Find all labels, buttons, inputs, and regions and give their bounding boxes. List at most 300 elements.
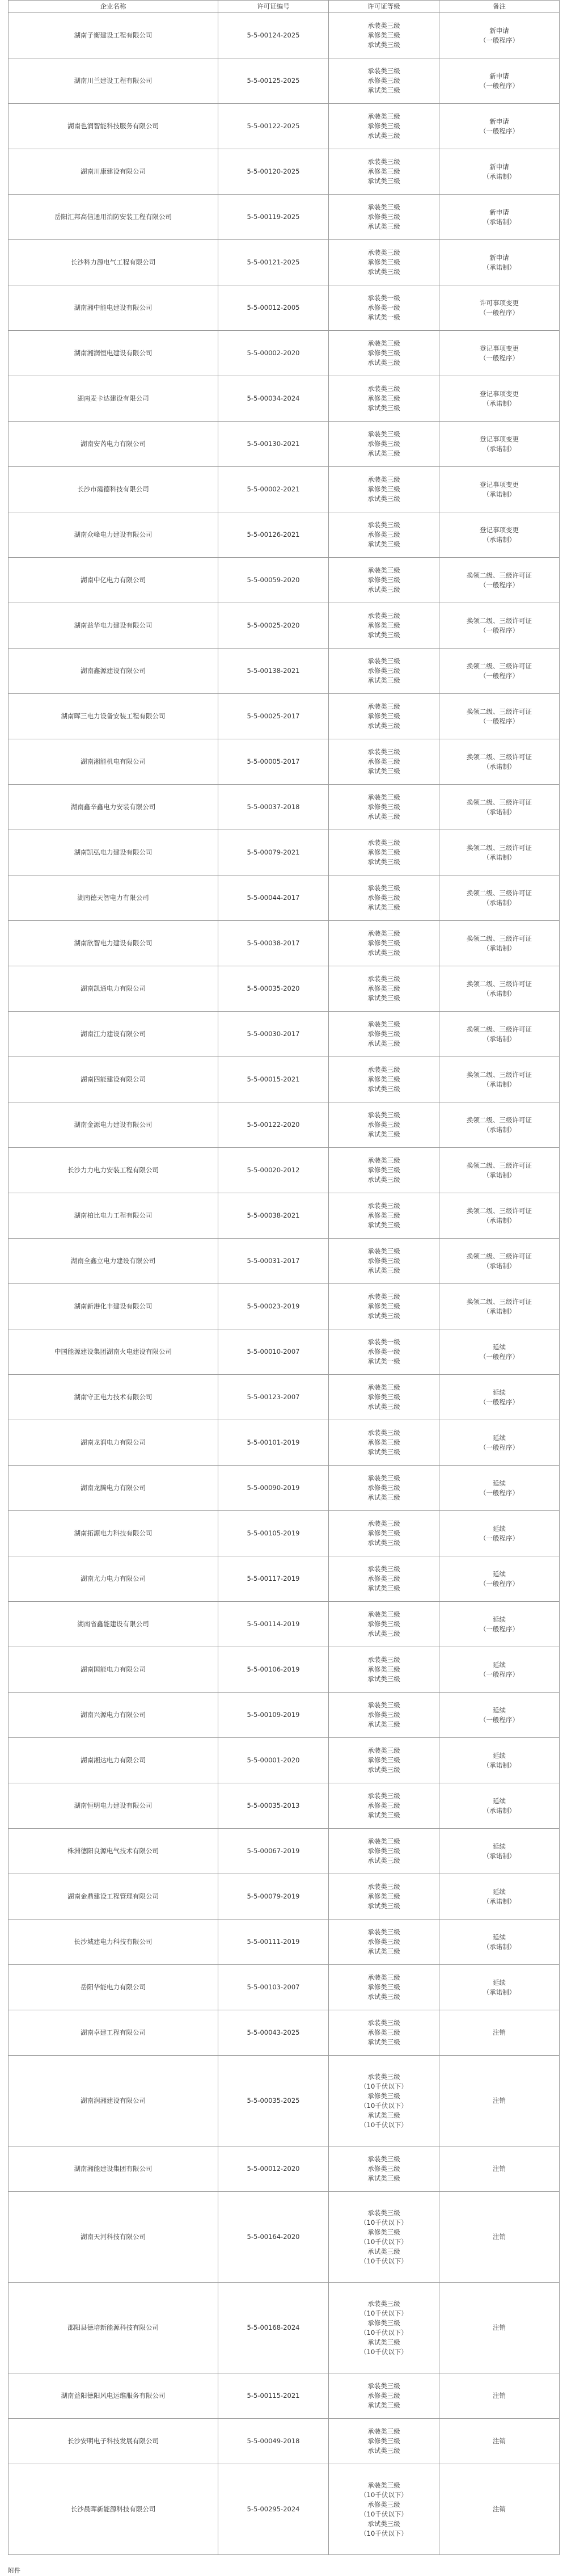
remark-cell-line: （一般程序）	[480, 1398, 519, 1406]
company-name-cell: 湖南柏比电力工程有限公司	[9, 1193, 218, 1239]
table-row	[9, 921, 560, 966]
license-level-cell-line: 承试类三级	[367, 1630, 400, 1638]
remark-cell	[439, 1783, 560, 1829]
license-level-cell-line: 承装类三级	[367, 612, 400, 620]
license-level-cell-line: 承装类三级	[367, 1429, 400, 1437]
table-row	[9, 558, 560, 603]
remark-cell	[439, 2056, 560, 2146]
license-level-cell	[329, 1375, 439, 1420]
remark-cell-line: （一般程序）	[480, 353, 519, 362]
remark-cell	[439, 1738, 560, 1783]
license-level-cell-line: 承试类三级	[367, 540, 400, 548]
license-number-cell: 5-5-00067-2019	[218, 1829, 329, 1874]
license-level-cell	[329, 2146, 439, 2192]
license-level-cell-line: 承试类三级	[367, 2111, 400, 2119]
license-level-cell-line: 承修类三级	[367, 31, 400, 39]
remark-cell	[439, 1874, 560, 1920]
license-level-cell-line: 承试类三级	[367, 1902, 400, 1910]
license-level-cell-line: 承修类一级	[367, 304, 400, 312]
license-level-cell-line: 承修类三级	[367, 2500, 400, 2508]
license-level-cell-line: 承装类三级	[367, 1202, 400, 1210]
company-name-cell: 长沙安明电子科技发展有限公司	[9, 2419, 218, 2464]
license-level-cell-line: （10千伏以下）	[360, 2120, 408, 2129]
license-level-cell	[329, 467, 439, 512]
license-level-cell-line: 承试类三级	[367, 132, 400, 140]
header-license-number: 许可证编号	[218, 1, 329, 13]
license-number-cell: 5-5-00126-2021	[218, 512, 329, 558]
license-number-cell: 5-5-00043-2025	[218, 2010, 329, 2056]
license-number-cell: 5-5-00117-2019	[218, 1556, 329, 1602]
license-level-cell-line: 承修类三级	[367, 1847, 400, 1855]
company-name-cell: 岳阳华能电力有限公司	[9, 1965, 218, 2010]
license-number-cell: 5-5-00001-2020	[218, 1738, 329, 1783]
license-level-cell	[329, 1693, 439, 1738]
remark-cell	[439, 285, 560, 331]
remark-cell	[439, 649, 560, 694]
remark-cell-line: 延续	[493, 1388, 506, 1396]
company-name-cell: 湖南中亿电力有限公司	[9, 558, 218, 603]
license-level-cell-line: 承装类三级	[367, 1111, 400, 1119]
table-row	[9, 649, 560, 694]
license-number-cell: 5-5-00164-2020	[218, 2192, 329, 2283]
header-company-name: 企业名称	[9, 1, 218, 13]
license-level-cell-line: 承装类三级	[367, 1066, 400, 1074]
license-level-cell-line: 承装类三级	[367, 1701, 400, 1709]
license-level-cell-line: 承装类三级	[367, 657, 400, 665]
license-level-cell	[329, 285, 439, 331]
remark-cell-line: （承诺制）	[483, 1080, 516, 1088]
license-number-cell: 5-5-00005-2017	[218, 739, 329, 785]
remark-cell-line: 换领二级、三级许可证	[467, 752, 532, 761]
remark-cell-line: 新申请	[489, 117, 509, 125]
remark-cell-line: 延续	[493, 1660, 506, 1669]
table-row	[9, 694, 560, 739]
license-number-cell: 5-5-00010-2007	[218, 1329, 329, 1375]
remark-cell-line: （承诺制）	[483, 853, 516, 861]
remark-cell	[439, 1012, 560, 1057]
remark-cell	[439, 467, 560, 512]
table-row	[9, 1329, 560, 1375]
remark-cell-line: 新申请	[489, 26, 509, 35]
license-level-cell-line: 承试类三级	[367, 1993, 400, 2001]
license-level-cell-line: 承试类三级	[367, 1947, 400, 1955]
table-row	[9, 1375, 560, 1420]
license-level-cell-line: 承装类三级	[367, 1247, 400, 1255]
license-level-cell-line: 承修类三级	[367, 1529, 400, 1537]
license-level-cell	[329, 1556, 439, 1602]
table-row	[9, 195, 560, 240]
remark-cell	[439, 558, 560, 603]
remark-cell	[439, 1556, 560, 1602]
license-number-cell: 5-5-00122-2025	[218, 104, 329, 149]
license-level-cell	[329, 1738, 439, 1783]
license-level-cell-line: 承试类三级	[367, 86, 400, 94]
license-level-cell	[329, 1829, 439, 1874]
remark-cell-line: 换领二级、三级许可证	[467, 1161, 532, 1169]
remark-cell	[439, 240, 560, 285]
remark-cell-line: 许可事项变更	[480, 298, 519, 307]
remark-cell-line: （承诺制）	[483, 263, 516, 271]
company-name-cell: 长沙市霞德科技有限公司	[9, 467, 218, 512]
license-level-cell-line: 承修类三级	[367, 167, 400, 175]
license-level-cell	[329, 830, 439, 875]
remark-cell-line: （承诺制）	[483, 1806, 516, 1815]
table-row	[9, 240, 560, 285]
license-level-cell-line: 承修类三级	[367, 2165, 400, 2173]
license-level-cell	[329, 2464, 439, 2555]
license-level-cell-line: 承试类三级	[367, 903, 400, 911]
company-name-cell: 湖南江力建设有限公司	[9, 1012, 218, 1057]
remark-cell-line: 延续	[493, 1842, 506, 1850]
license-level-cell-line: 承修类三级	[367, 531, 400, 538]
license-level-cell-line: 承修类三级	[367, 984, 400, 992]
remark-cell	[439, 1375, 560, 1420]
table-row	[9, 1693, 560, 1738]
license-level-cell-line: 承装类三级	[367, 1156, 400, 1164]
license-level-cell-line: 承试类三级	[367, 586, 400, 594]
license-level-cell-line: 承装类三级	[367, 1837, 400, 1845]
license-level-cell-line: 承装类三级	[367, 521, 400, 529]
license-level-cell-line: 承试类三级	[367, 1221, 400, 1229]
company-name-cell: 湖南湘润恒电建设有限公司	[9, 331, 218, 376]
license-number-cell: 5-5-00030-2017	[218, 1012, 329, 1057]
remark-cell	[439, 1965, 560, 2010]
remark-cell-line: （承诺制）	[483, 898, 516, 907]
license-level-cell-line: 承修类三级	[367, 258, 400, 266]
remark-cell-line: 注销	[493, 2324, 506, 2331]
remark-cell-line: 换领二级、三级许可证	[467, 571, 532, 579]
remark-cell-line: （承诺制）	[483, 1851, 516, 1860]
remark-cell-line: 注销	[493, 2505, 506, 2513]
company-name-cell: 湖南国能电力有限公司	[9, 1647, 218, 1693]
license-level-cell-line: 承装类一级	[367, 294, 400, 302]
company-name-cell: 湖南湘达电力有限公司	[9, 1738, 218, 1783]
company-name-cell: 湖南德天智电力有限公司	[9, 875, 218, 921]
license-level-cell-line: 承修类三级	[367, 1484, 400, 1492]
company-name-cell: 湖南欣智电力建设有限公司	[9, 921, 218, 966]
license-level-cell-line: 承试类三级	[367, 1403, 400, 1411]
license-level-cell-line: 承试类三级	[367, 2519, 400, 2528]
table-row	[9, 1239, 560, 1284]
license-level-cell-line: 承试类三级	[367, 949, 400, 957]
company-name-cell: 湖南鑫源建设有限公司	[9, 649, 218, 694]
company-name-cell: 湖南守正电力技术有限公司	[9, 1375, 218, 1420]
license-number-cell: 5-5-00111-2019	[218, 1920, 329, 1965]
remark-cell-line: （承诺制）	[483, 1307, 516, 1315]
license-level-cell-line: （10千伏以下）	[360, 2510, 408, 2518]
table-row	[9, 875, 560, 921]
remark-cell-line: 换领二级、三级许可证	[467, 1070, 532, 1079]
license-level-cell-line: 承装类三级	[367, 1656, 400, 1664]
license-level-cell-line: 承修类三级	[367, 394, 400, 402]
license-level-cell-line: 承修类一级	[367, 1348, 400, 1356]
license-level-cell-line: 承试类三级	[367, 449, 400, 457]
license-level-cell-line: 承修类三级	[367, 485, 400, 493]
remark-cell-line: （承诺制）	[483, 989, 516, 997]
company-name-cell: 湖南兴源电力有限公司	[9, 1693, 218, 1738]
remark-cell-line: （一般程序）	[480, 1715, 519, 1724]
license-level-cell-line: 承试类三级	[367, 676, 400, 684]
company-name-cell: 邵阳县德培新能源科技有限公司	[9, 2283, 218, 2373]
license-level-cell-line: 承装类三级	[367, 2208, 400, 2217]
license-level-cell-line: 承装类三级	[367, 2299, 400, 2308]
table-row	[9, 467, 560, 512]
license-table	[8, 0, 560, 2555]
remark-cell	[439, 512, 560, 558]
remark-cell	[439, 2283, 560, 2373]
company-name-cell: 湖南益华电力建设有限公司	[9, 603, 218, 649]
license-level-cell-line: 承试类一级	[367, 313, 400, 321]
remark-cell-line: 换领二级、三级许可证	[467, 979, 532, 988]
remark-cell-line: （一般程序）	[480, 127, 519, 135]
license-number-cell: 5-5-00035-2020	[218, 966, 329, 1012]
remark-cell	[439, 1920, 560, 1965]
table-row	[9, 2283, 560, 2373]
table-row	[9, 1965, 560, 2010]
license-level-cell	[329, 1239, 439, 1284]
company-name-cell: 湖南也润智能科技服务有限公司	[9, 104, 218, 149]
license-level-cell-line: 承修类三级	[367, 1257, 400, 1265]
remark-cell-line: （一般程序）	[480, 81, 519, 90]
license-level-cell-line: 承修类三级	[367, 77, 400, 85]
license-level-cell-line: 承修类三级	[367, 1302, 400, 1310]
table-row	[9, 1556, 560, 1602]
license-number-cell: 5-5-00123-2007	[218, 1375, 329, 1420]
remark-cell	[439, 1193, 560, 1239]
license-level-cell-line: 承装类三级	[367, 67, 400, 75]
table-row	[9, 1647, 560, 1693]
remark-cell-line: 延续	[493, 1796, 506, 1805]
license-level-cell-line: 承装类三级	[367, 2072, 400, 2081]
license-level-cell-line: 承试类三级	[367, 1266, 400, 1274]
remark-cell-line: 延续	[493, 1933, 506, 1941]
license-level-cell-line: 承装类三级	[367, 2427, 400, 2435]
company-name-cell: 长沙科力源电气工程有限公司	[9, 240, 218, 285]
company-name-cell: 湖南四能建设有限公司	[9, 1057, 218, 1102]
license-level-cell	[329, 1420, 439, 1466]
license-level-cell-line: 承试类三级	[367, 1811, 400, 1819]
table-row	[9, 1602, 560, 1647]
remark-cell-line: （一般程序）	[480, 1488, 519, 1497]
company-name-cell: 湖南润湘建设有限公司	[9, 2056, 218, 2146]
license-level-cell-line: 承修类三级	[367, 1030, 400, 1038]
license-number-cell: 5-5-00059-2020	[218, 558, 329, 603]
company-name-cell: 湖南益阳德阳风电运维服务有限公司	[9, 2373, 218, 2419]
remark-cell-line: 新申请	[489, 162, 509, 171]
license-level-cell-line: 承修类三级	[367, 2437, 400, 2445]
license-level-cell-line: 承试类三级	[367, 1675, 400, 1683]
remark-cell-line: （承诺制）	[483, 1216, 516, 1224]
company-name-cell: 长沙力力电力安装工程有限公司	[9, 1148, 218, 1193]
table-row	[9, 1783, 560, 1829]
remark-cell-line: 延续	[493, 1615, 506, 1623]
license-level-cell	[329, 966, 439, 1012]
license-level-cell-line: 承修类三级	[367, 939, 400, 947]
license-level-cell-line: 承试类三级	[367, 2338, 400, 2346]
license-level-cell-line: 承试类三级	[367, 222, 400, 230]
remark-cell-line: 登记事项变更	[480, 480, 519, 489]
license-level-cell	[329, 1965, 439, 2010]
remark-cell	[439, 2010, 560, 2056]
license-level-cell-line: 承修类三级	[367, 2228, 400, 2236]
table-row	[9, 1148, 560, 1193]
company-name-cell: 湖南安芮电力有限公司	[9, 422, 218, 467]
company-name-cell: 湖南全鑫立电力建设有限公司	[9, 1239, 218, 1284]
remark-cell-line: 登记事项变更	[480, 525, 519, 534]
remark-cell-line: 换领二级、三级许可证	[467, 889, 532, 897]
header-remark: 备注	[439, 1, 560, 13]
license-level-cell-line: 承修类三级	[367, 1756, 400, 1764]
license-level-cell-line: 承试类三级	[367, 404, 400, 412]
license-level-cell-line: 承试类三级	[367, 1312, 400, 1320]
remark-cell-line: 换领二级、三级许可证	[467, 1252, 532, 1260]
license-level-cell	[329, 104, 439, 149]
license-level-cell-line: 承装类三级	[367, 475, 400, 483]
table-row	[9, 830, 560, 875]
license-level-cell-line: 承修类三级	[367, 803, 400, 811]
license-level-cell	[329, 1193, 439, 1239]
remark-cell-line: 登记事项变更	[480, 344, 519, 352]
table-row	[9, 2419, 560, 2464]
remark-cell-line: （承诺制）	[483, 399, 516, 407]
license-level-cell-line: 承修类三级	[367, 213, 400, 221]
remark-cell	[439, 1420, 560, 1466]
company-name-cell: 湖南卓建工程有限公司	[9, 2010, 218, 2056]
remark-cell-line: 换领二级、三级许可证	[467, 798, 532, 806]
license-level-cell-line: 承修类三级	[367, 576, 400, 584]
license-level-cell-line: 承装类三级	[367, 385, 400, 393]
license-level-cell	[329, 13, 439, 58]
license-level-cell-line: 承装类三级	[367, 2019, 400, 2027]
company-name-cell: 湖南凯通电力有限公司	[9, 966, 218, 1012]
license-level-cell-line: 承装类三级	[367, 2155, 400, 2163]
license-number-cell: 5-5-00037-2018	[218, 785, 329, 830]
license-level-cell-line: 承试类三级	[367, 2247, 400, 2255]
remark-cell	[439, 921, 560, 966]
license-level-cell-line: 承试类三级	[367, 41, 400, 49]
remark-cell-line: 延续	[493, 1342, 506, 1351]
license-number-cell: 5-5-00122-2020	[218, 1102, 329, 1148]
license-level-cell-line: 承修类三级	[367, 712, 400, 720]
license-level-cell-line: 承试类三级	[367, 1766, 400, 1774]
license-level-cell-line: 承修类三级	[367, 757, 400, 765]
remark-cell	[439, 739, 560, 785]
remark-cell	[439, 1239, 560, 1284]
remark-cell	[439, 694, 560, 739]
company-name-cell: 湖南尤力电力有限公司	[9, 1556, 218, 1602]
license-level-cell	[329, 1102, 439, 1148]
license-level-cell-line: 承试类一级	[367, 1357, 400, 1365]
license-level-cell-line: 承修类三级	[367, 1575, 400, 1582]
license-number-cell: 5-5-00044-2017	[218, 875, 329, 921]
license-level-cell	[329, 603, 439, 649]
remark-cell-line: 延续	[493, 1706, 506, 1714]
license-level-cell-line: 承装类三级	[367, 2481, 400, 2489]
company-name-cell: 湖南金鼎建设工程管理有限公司	[9, 1874, 218, 1920]
remark-cell-line: 注销	[493, 2097, 506, 2104]
table-row	[9, 1102, 560, 1148]
license-level-cell-line: 承试类三级	[367, 2038, 400, 2046]
license-number-cell: 5-5-00034-2024	[218, 376, 329, 422]
company-name-cell: 湖南川兰建设工程有限公司	[9, 58, 218, 104]
table-row	[9, 1738, 560, 1783]
license-level-cell-line: （10千伏以下）	[360, 2237, 408, 2246]
remark-cell	[439, 376, 560, 422]
license-level-cell-line: 承修类三级	[367, 1620, 400, 1628]
license-level-cell-line: 承修类三级	[367, 1983, 400, 1991]
remark-cell-line: 换领二级、三级许可证	[467, 1116, 532, 1124]
remark-cell-line: （承诺制）	[483, 1261, 516, 1270]
license-level-cell-line: 承装类三级	[367, 793, 400, 801]
license-level-cell-line: 承装类三级	[367, 2382, 400, 2390]
remark-cell-line: （一般程序）	[480, 671, 519, 680]
table-row	[9, 966, 560, 1012]
license-level-cell-line: 承装类三级	[367, 158, 400, 166]
remark-cell-line: 注销	[493, 2437, 506, 2445]
remark-cell-line: （承诺制）	[483, 172, 516, 180]
license-level-cell	[329, 1057, 439, 1102]
license-level-cell-line: 承修类三级	[367, 1938, 400, 1946]
license-level-cell-line: 承修类三级	[367, 894, 400, 902]
license-level-cell-line: 承装类三级	[367, 1928, 400, 1936]
remark-cell	[439, 1466, 560, 1511]
license-level-cell	[329, 58, 439, 104]
license-level-cell-line: 承试类三级	[367, 1584, 400, 1592]
license-level-cell	[329, 1783, 439, 1829]
license-level-cell	[329, 1329, 439, 1375]
license-number-cell: 5-5-00002-2020	[218, 331, 329, 376]
remark-cell-line: 延续	[493, 1569, 506, 1578]
company-name-cell: 湖南金源电力建设有限公司	[9, 1102, 218, 1148]
license-level-cell-line: （10千伏以下）	[360, 2101, 408, 2110]
remark-cell-line: 延续	[493, 1887, 506, 1896]
license-number-cell: 5-5-00023-2019	[218, 1284, 329, 1329]
license-level-cell-line: 承修类三级	[367, 440, 400, 448]
license-level-cell-line: 承装类三级	[367, 249, 400, 256]
license-number-cell: 5-5-00079-2019	[218, 1874, 329, 1920]
license-number-cell: 5-5-00025-2020	[218, 603, 329, 649]
license-number-cell: 5-5-00049-2018	[218, 2419, 329, 2464]
remark-cell	[439, 149, 560, 195]
license-level-cell	[329, 376, 439, 422]
remark-cell-line: 换领二级、三级许可证	[467, 707, 532, 715]
remark-cell-line: （承诺制）	[483, 444, 516, 453]
license-number-cell: 5-5-00031-2017	[218, 1239, 329, 1284]
remark-cell-line: （承诺制）	[483, 1942, 516, 1951]
company-name-cell: 湖南湘能机电有限公司	[9, 739, 218, 785]
table-row	[9, 1420, 560, 1466]
license-level-cell	[329, 195, 439, 240]
remark-cell-line: 换领二级、三级许可证	[467, 616, 532, 625]
license-number-cell: 5-5-00012-2020	[218, 2146, 329, 2192]
remark-cell-line: （承诺制）	[483, 1171, 516, 1179]
license-level-cell	[329, 149, 439, 195]
remark-cell-line: （承诺制）	[483, 535, 516, 544]
license-level-cell	[329, 558, 439, 603]
license-level-cell-line: 承试类三级	[367, 495, 400, 503]
remark-cell	[439, 58, 560, 104]
table-row	[9, 1193, 560, 1239]
remark-cell	[439, 2419, 560, 2464]
company-name-cell: 湖南新港化丰建设有限公司	[9, 1284, 218, 1329]
license-level-cell-line: 承试类三级	[367, 359, 400, 367]
license-level-cell-line: 承装类三级	[367, 1610, 400, 1618]
company-name-cell: 湖南众峰电力建设有限公司	[9, 512, 218, 558]
remark-cell-line: （承诺制）	[483, 490, 516, 498]
table-body	[9, 13, 560, 2555]
remark-cell	[439, 2146, 560, 2192]
remark-cell	[439, 1102, 560, 1148]
